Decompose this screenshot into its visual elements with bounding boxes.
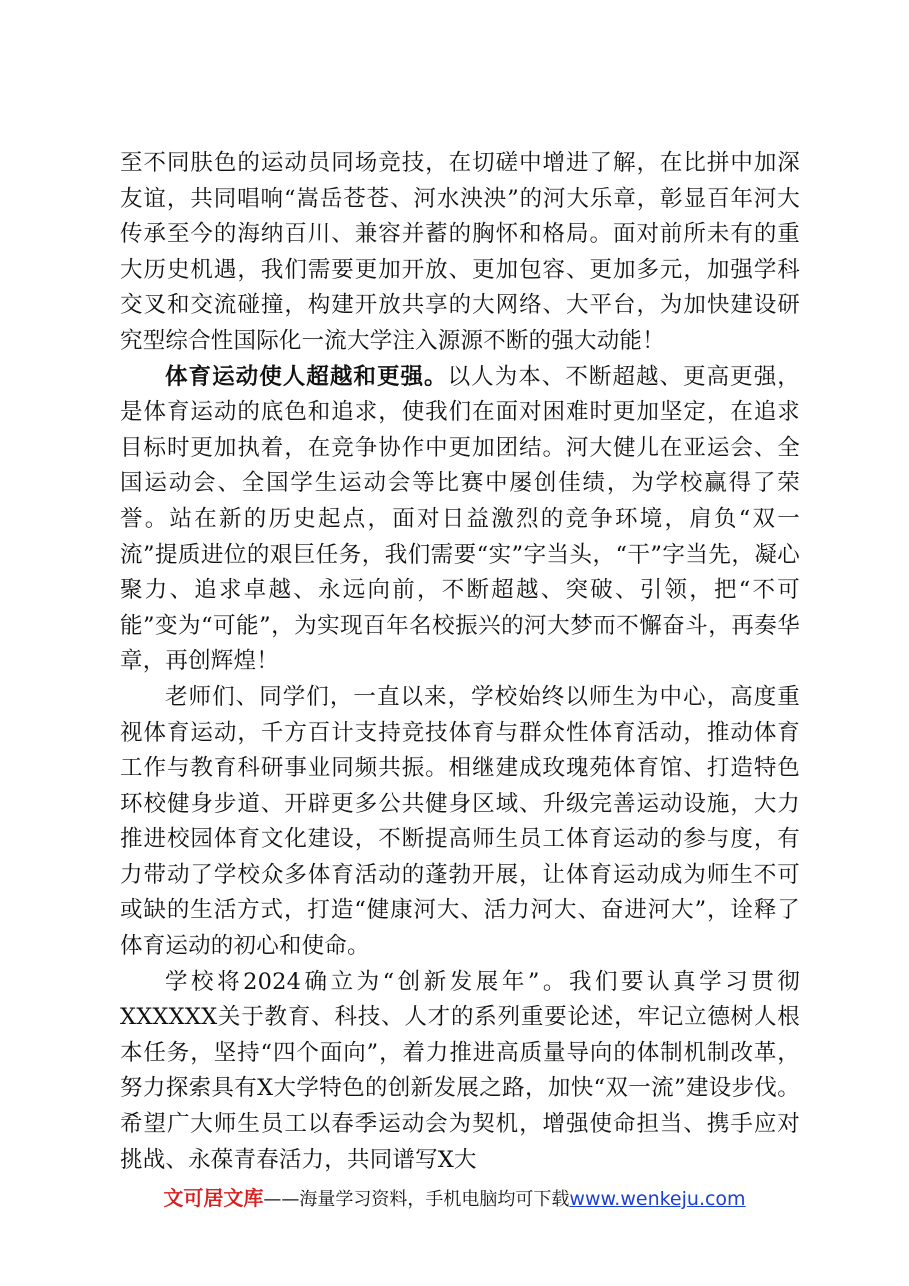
paragraph-text: 学校将2024确立为“创新发展年”。我们要认真学习贯彻XXXXXX关于教育、科技、人才的系列重要论述，牢记立德树人根本任务，坚持“四个面向”，着力推进高质量导向的体制机制改革，努力探索具有X大学特色的创新发展之路，加快“双一流”建设步伐。希望广大师生员工以春季运动会为契机，增强使命担当、携手应对挑战、永葆青春活力，共同谱写X大 [120,968,800,1173]
footer-tagline: ——海量学习资料，手机电脑均可下载 [263,1189,570,1210]
paragraph-1 [120,146,800,360]
paragraph-2 [120,360,800,680]
footer-link[interactable]: www.wenkeju.com [569,1188,746,1210]
paragraph-text: 以人为本、不断超越、更高更强，是体育运动的底色和追求，使我们在面对困难时更加坚定，在追求目标时更加执着，在竞争协作中更加团结。河大健儿在亚运会、全国运动会、全国学生运动会等比赛中屡创佳绩，为学校赢得了荣誉。站在新的历史起点，面对日益激烈的竞争环境，肩负“双一流”提质进位的艰巨任务，我们需要“实”字当头，“干”字当先，凝心聚力、追求卓越、永远向前，不断超越、突破、引领，把“不可能”变为“可能”，为实现百年名校振兴的河大梦而不懈奋斗，再奏华章，再创辉煌！ [120,363,800,675]
document-body [120,146,800,1178]
paragraph-text: 老师们、同学们，一直以来，学校始终以师生为中心，高度重视体育运动，千方百计支持竞技体育与群众性体育活动，推动体育工作与教育科研事业同频共振。相继建成玫瑰苑体育馆、打造特色环校健身步道、开辟更多公共健身区域、升级完善运动设施，大力推进校园体育文化建设，不断提高师生员工体育运动的参与度，有力带动了学校众多体育活动的蓬勃开展，让体育运动成为师生不可或缺的生活方式，打造“健康河大、活力河大、奋进河大”，诠释了体育运动的初心和使命。 [120,683,800,960]
paragraph-3 [120,680,800,965]
paragraph-text: 至不同肤色的运动员同场竞技，在切磋中增进了解，在比拼中加深友谊，共同唱响“嵩岳苍苍、河水泱泱”的河大乐章，彰显百年河大传承至今的海纳百川、兼容并蓄的胸怀和格局。面对前所未有的重大历史机遇，我们需要更加开放、更加包容、更加多元，加强学科交叉和交流碰撞，构建开放共享的大网络、大平台，为加快建设研究型综合性国际化一流大学注入源源不断的强大动能！ [120,150,800,354]
paragraph-4 [120,965,800,1179]
footer-brand: 文可居文库 [163,1186,264,1210]
footer-banner [0,1182,909,1211]
paragraph-lead: 体育运动使人超越和更强。 [165,363,448,390]
